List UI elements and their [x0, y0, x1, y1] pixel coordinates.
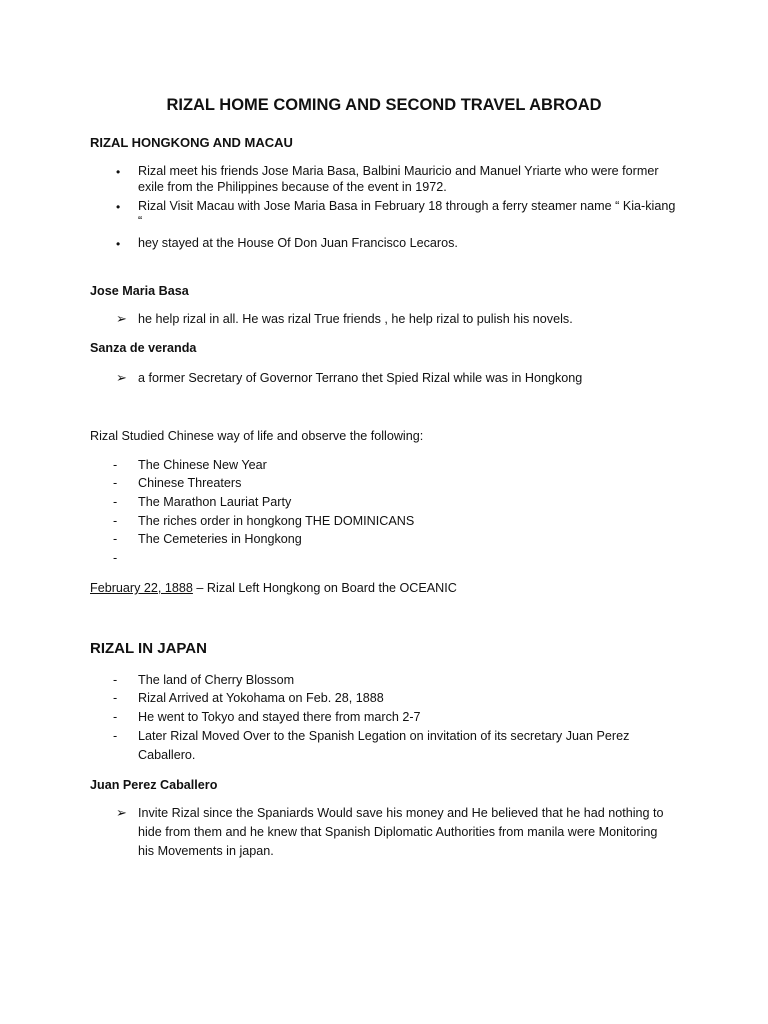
person-heading-basa: Jose Maria Basa: [90, 284, 189, 298]
dash-marker: -: [113, 514, 118, 528]
departure-text: – Rizal Left Hongkong on Board the OCEANIC: [192, 581, 457, 595]
list-item: Rizal Arrived at Yokohama on Feb. 28, 1888: [138, 691, 384, 705]
dash-marker: -: [113, 691, 118, 705]
bullet-marker: •: [116, 237, 121, 251]
dash-marker: -: [113, 673, 118, 687]
list-item: He went to Tokyo and stayed there from march 2-7: [138, 710, 421, 724]
arrow-bullet-text: he help rizal in all. He was rizal True friends , he help rizal to pulish his novels.: [138, 312, 573, 326]
person-heading-caballero: Juan Perez Caballero: [90, 778, 218, 792]
arrow-bullet-icon: ➢: [116, 805, 127, 820]
departure-date: February 22, 1888: [90, 581, 193, 595]
arrow-bullet-text-continued: his Movements in japan.: [138, 844, 274, 858]
dash-marker: -: [113, 476, 118, 490]
dash-marker: -: [113, 551, 118, 565]
bullet-text: hey stayed at the House Of Don Juan Francisco Lecaros.: [138, 236, 458, 250]
list-item: The Cemeteries in Hongkong: [138, 532, 302, 546]
list-item: The land of Cherry Blossom: [138, 673, 295, 687]
dash-marker: -: [113, 710, 118, 724]
section-heading-japan: RIZAL IN JAPAN: [90, 640, 207, 657]
arrow-bullet-icon: ➢: [116, 311, 127, 326]
list-item: The Chinese New Year: [138, 458, 267, 472]
list-item-continued: Caballero.: [138, 748, 196, 762]
bullet-marker: •: [116, 200, 121, 214]
dash-marker: -: [113, 495, 118, 509]
list-item: The Marathon Lauriat Party: [138, 495, 292, 509]
bullet-marker: •: [116, 165, 121, 179]
document-title: RIZAL HOME COMING AND SECOND TRAVEL ABROAD: [166, 96, 602, 114]
bullet-text: Rizal meet his friends Jose Maria Basa, Balbini Mauricio and Manuel Yriarte who were former: [138, 164, 659, 178]
person-heading-veranda: Sanza de veranda: [90, 341, 197, 355]
departure-line: [90, 581, 457, 595]
dash-marker: -: [113, 532, 118, 546]
bullet-text-continued: exile from the Philippines because of the event in 1972.: [138, 180, 447, 194]
arrow-bullet-text: Invite Rizal since the Spaniards Would save his money and He believed that he had nothing to: [138, 806, 664, 820]
arrow-bullet-text-continued: hide from them and he knew that Spanish Diplomatic Authorities from manila were Monitoring: [138, 825, 658, 839]
dash-marker: -: [113, 729, 118, 743]
dash-marker: -: [113, 458, 118, 472]
bullet-text-continued: “: [138, 214, 143, 228]
bullet-text: Rizal Visit Macau with Jose Maria Basa in February 18 through a ferry steamer name “ Kia-kiang: [138, 199, 676, 213]
chinese-intro: Rizal Studied Chinese way of life and observe the following:: [90, 429, 424, 443]
list-item: Later Rizal Moved Over to the Spanish Legation on invitation of its secretary Juan Perez: [138, 729, 630, 743]
section-heading-hongkong: RIZAL HONGKONG AND MACAU: [90, 135, 293, 150]
arrow-bullet-icon: ➢: [116, 370, 127, 385]
arrow-bullet-text: a former Secretary of Governor Terrano thet Spied Rizal while was in Hongkong: [138, 371, 583, 385]
list-item: The riches order in hongkong THE DOMINICANS: [138, 514, 415, 528]
list-item: Chinese Threaters: [138, 476, 242, 490]
